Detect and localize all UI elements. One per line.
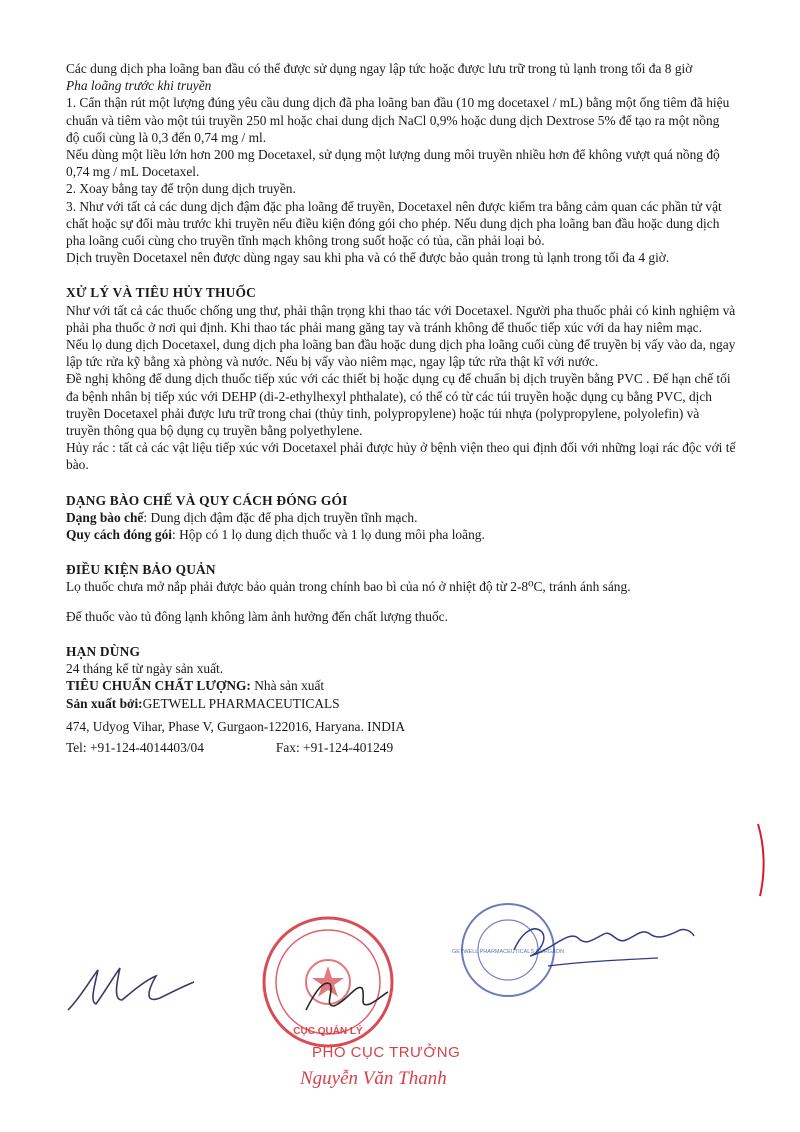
disposal-p1: Như với tất cả các thuốc chống ung thư, phải thận trọng khi thao tác với Docetaxel. Người pha thuốc phải có kinh nghiệm và phải pha thuốc ở nơi qui định. Khi thao tác phải mang găng tay và tránh không để thuốc tiếp xúc với da hay niêm mạc. <box>66 302 736 335</box>
step-2: 2. Xoay bằng tay để trộn dung dịch truyền. <box>66 181 296 197</box>
dosage-form-label: Dạng bào chế <box>66 509 144 525</box>
storage-heading: ĐIỀU KIỆN BẢO QUẢN <box>66 562 216 578</box>
margin-mark <box>752 820 772 900</box>
storage-p1: Lọ thuốc chưa mở nắp phải được bảo quản trong chính bao bì của nó ở nhiệt độ từ 2-8⁰C, tránh ánh sáng. <box>66 579 631 595</box>
shelf-life-heading: HẠN DÙNG <box>66 643 141 659</box>
disposal-p3: Đề nghị không để dung dịch thuốc tiếp xúc với các thiết bị hoặc dụng cụ để chuẩn bị dịch truyền bằng PVC . Để hạn chế tối đa bệnh nhân bị tiếp xúc với DEHP (di-2-ethylhexyl phthalate), có thể có từ các túi truyền hoặc dụng cụ bằng PVC, dịch truyền Docetaxel phải được lưu trữ trong chai (thủy tinh, polypropylene) hoặc túi nhựa (polypropylene, polyolefin) và truyền thông qua bộ dụng cụ truyền bằng polyethylene. <box>66 371 731 439</box>
dosage-form-heading: DẠNG BÀO CHẾ VÀ QUY CÁCH ĐÓNG GÓI <box>66 492 348 508</box>
pack-label: Quy cách đóng gói <box>66 527 173 543</box>
signature-center <box>300 970 390 1020</box>
pack-line <box>66 526 736 543</box>
shelf-life-value: 24 tháng kể từ ngày sản xuất. <box>66 661 224 677</box>
contact-line <box>66 739 736 756</box>
storage-p2: Để thuốc vào tủ đông lạnh không làm ảnh hưởng đến chất lượng thuốc. <box>66 608 448 624</box>
company-stamp-text: GETWELL PHARMACEUTICALS GURGAON <box>452 949 564 955</box>
official-stamp-text: CỤC QUẢN LÝ <box>293 1026 363 1037</box>
quality-value: Nhà sản xuất <box>250 678 325 694</box>
dosage-form-value: : Dung dịch đậm đặc để pha dịch truyền tĩnh mạch. <box>143 509 418 525</box>
signature-name: Nguyễn Văn Thanh <box>300 1068 447 1089</box>
manufacturer-line <box>66 695 736 712</box>
fax: Fax: +91-124-401249 <box>275 739 394 755</box>
disposal-p4: Hủy rác : tất cả các vật liệu tiếp xúc với Docetaxel phải được hủy ở bệnh viện theo qui định đối với những loại rác độc với tế bào. <box>66 440 736 473</box>
phone: Tel: +91-124-4014403/04 <box>66 739 204 755</box>
pack-value: : Hộp có 1 lọ dung dịch thuốc và 1 lọ dung môi pha loãng. <box>172 527 485 543</box>
dose-note: Nếu dùng một liều lớn hơn 200 mg Docetaxel, sử dụng một lượng dung môi truyền nhiều hơn để không vượt quá nồng độ 0,74 mg / mL Docetaxel. <box>66 147 720 180</box>
quality-line <box>66 677 736 694</box>
intro-paragraph: Các dung dịch pha loãng ban đầu có thể được sử dụng ngay lập tức hoặc được lưu trữ trong tủ lạnh trong tối đa 8 giờ <box>66 61 693 76</box>
step-3: 3. Như với tất cả các dung dịch đậm đặc pha loãng để truyền, Docetaxel nên được kiểm tra bằng cảm quan các phần tử vật chất hoặc sự đổi màu trước khi truyền nếu điều kiện đóng gói cho phép. Nếu dung dịch pha loãng ban đầu hoặc dung dịch pha loãng cuối cùng cho truyền tĩnh mạch không trong suốt hoặc có tủa, cần phải loại bỏ. <box>66 198 722 249</box>
document-body <box>66 60 736 756</box>
dilution-subheading: Pha loãng trước khi truyền <box>66 78 212 94</box>
infusion-use: Dịch truyền Docetaxel nên được dùng ngay sau khi pha và có thể được bảo quản trong tủ lạnh trong tối đa 4 giờ. <box>66 250 670 266</box>
manufacturer-name: GETWELL PHARMACEUTICALS <box>142 695 340 711</box>
manufacturer-address: 474, Udyog Vihar, Phase V, Gurgaon-122016, Haryana. INDIA <box>66 718 406 734</box>
signature-title: PHÓ CỤC TRƯỞNG <box>312 1044 461 1061</box>
step-1: 1. Cẩn thận rút một lượng đúng yêu cầu dung dịch đã pha loãng ban đầu (10 mg docetaxel / mL) bằng một ống tiêm đã hiệu chuẩn và tiêm vào một túi truyền 250 ml hoặc chai dung dịch NaCl 0,9% hoặc dung dịch Dextrose 5% để tạo ra một nồng độ cuối cùng là 0,3 đến 0,74 mg / ml. <box>66 95 730 145</box>
disposal-heading: XỬ LÝ VÀ TIÊU HỦY THUỐC <box>66 285 256 301</box>
signature-left <box>60 960 200 1020</box>
dosage-form-line <box>66 509 736 526</box>
disposal-p2: Nếu lọ dung dịch Docetaxel, dung dịch pha loãng ban đầu hoặc dung dịch pha loãng cuối cùng để truyền bị vấy vào da, ngay lập tức rửa kỹ bằng xà phòng và nước. Nếu bị vấy vào niêm mạc, ngay lập tức rửa thật kĩ với nước. <box>66 337 736 370</box>
signature-right <box>508 910 698 980</box>
manufacturer-label: Sản xuất bởi: <box>66 695 143 711</box>
quality-label: TIÊU CHUẨN CHẤT LƯỢNG: <box>66 678 251 694</box>
